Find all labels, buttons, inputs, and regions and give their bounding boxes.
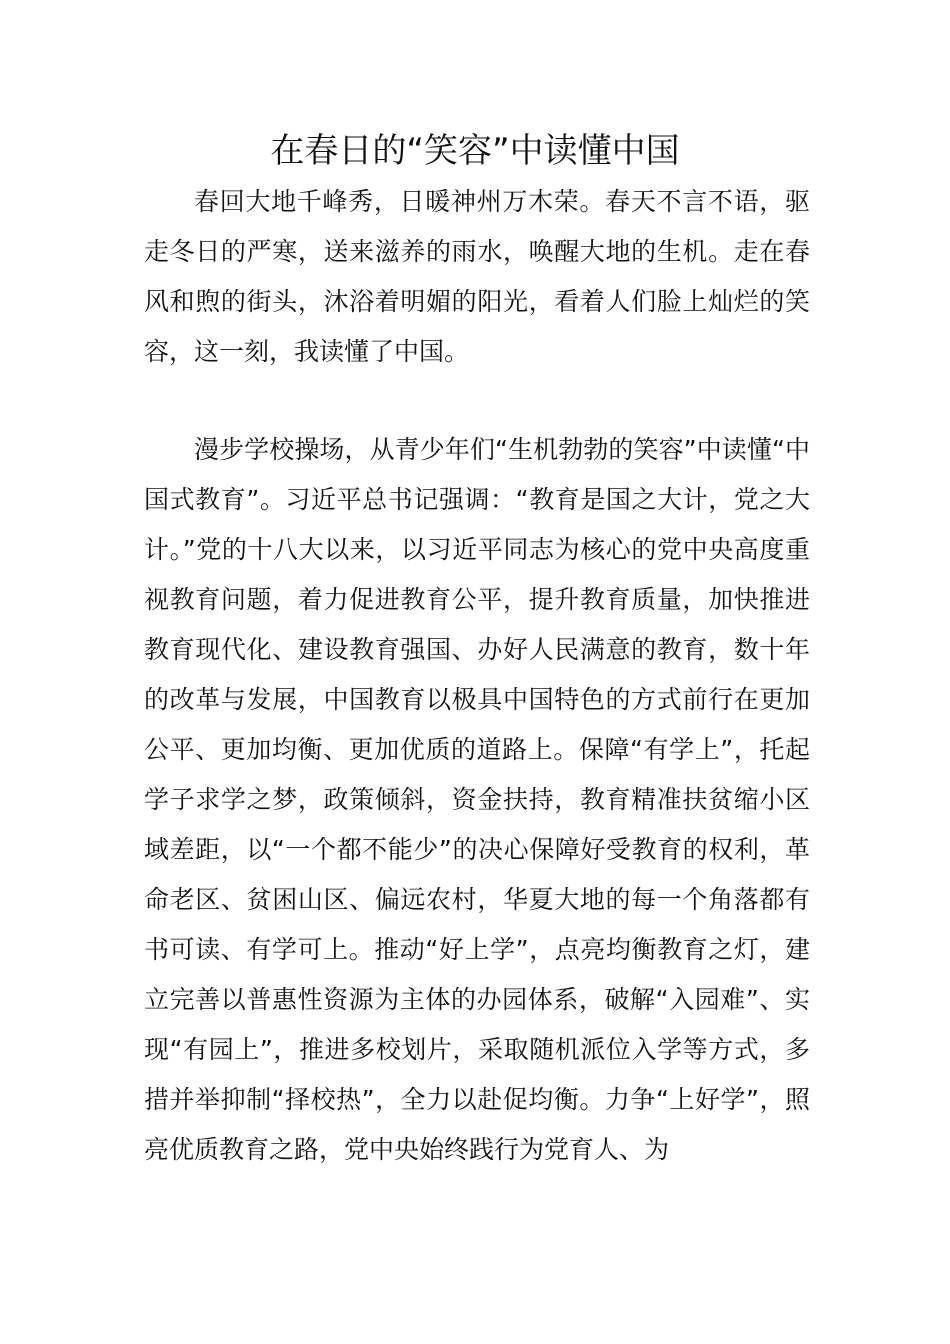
paragraph-intro: 春回大地千峰秀，日暖神州万木荣。春天不言不语，驱走冬日的严寒，送来滋养的雨水，唤醒大地的生机。走在春风和煦的街头，沐浴着明媚的阳光，看着人们脸上灿烂的笑容，这一刻，我读懂了中国。 — [144, 187, 810, 366]
document-title: 在春日的“笑容”中读懂中国 — [270, 131, 680, 171]
paragraph-education: 漫步学校操场，从青少年们“生机勃勃的笑容”中读懂“中国式教育”。习近平总书记强调：“教育是国之大计，党之大计。”党的十八大以来，以习近平同志为核心的党中央高度重视教育问题，着力促进教育公平，提升教育质量，加快推进教育现代化、建设教育强国、办好人民满意的教育，数十年的改革与发展，中国教育以极具中国特色的方式前行在更加公平、更加均衡、更加优质的道路上。保障“有学上”，托起学子求学之梦，政策倾斜，资金扶持，教育精准扶贫缩小区域差距，以“一个都不能少”的决心保障好受教育的权利，革命老区、贫困山区、偏远农村，华夏大地的每一个角落都有书可读、有学可上。推动“好上学”，点亮均衡教育之灯，建立完善以普惠性资源为主体的办园体系，破解“入园难”、实现“有园上”，推进多校划片，采取随机派位入学等方式，多措并举抑制“择校热”，全力以赴促均衡。力争“上好学”，照亮优质教育之路，党中央始终践行为党育人、为 — [144, 435, 810, 1164]
